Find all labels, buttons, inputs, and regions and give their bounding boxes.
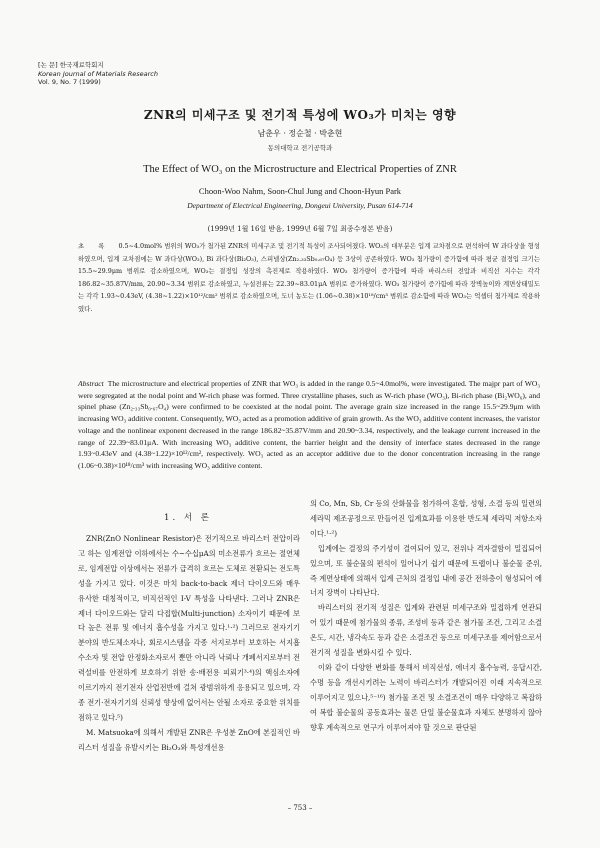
authors-english: Choon-Woo Nahm, Soon-Chul Jung and Choon-Hyun Park <box>198 186 402 196</box>
affiliation-korean: 동의대학교 전기공학과 <box>267 144 333 152</box>
body-paragraph: 바리스터의 전기적 성질은 입계와 관련된 미세구조와 밀접하게 연관되어 있기 때문에 첨가물의 종류, 조성비 등과 같은 첨가물 조건, 그리고 소결온도, 시간, 냉각속도 등과 같은 소결조건 등으로 미세구조를 제어함으로서 전기적 성질을 변화시킬 수 있다. <box>310 603 542 658</box>
body-paragraph: M. Matsuoka에 의해서 개발된 ZNR은 우성분 ZnO에 본질적인 바리스터 성질을 유발시키는 Bi₂O₃와 특성개선용 <box>78 727 300 752</box>
body-column-left <box>78 532 300 756</box>
body-paragraph: ZNR(ZnO Nonlinear Resistor)은 전기적으로 바리스터 전압이라고 하는 임계전압 이하에서는 수~수십μA의 미소전류가 흐르는 절연체로, 임계전압 이상에서는 전류가 급격히 흐르는 도체로 전환되는 전도특성을 가지고 있다. 이것은 마치 back-to-back 제너 다이오드와 매우 유사한 대칭적이고, 비직선적인 I-V 특성을 나타낸다. 그러나 ZNR은 제너 다이오드와는 달리 다접합(Multi-junction) 소자이기 때문에 보다 높은 전류 및 에너지 흡수성을 가지고 있다.¹·²) 그러므로 전자기기 분야의 반도체소자나, 회로시스템을 각종 서지로부터 보호하는 서지흡수소자 및 전압 안정화소자로서 뿐만 아니라 낙뢰나 개폐서지로부터 전력설비를 안전하게 보호하기 위한 송·배전용 피뢰기³·⁴)의 핵심소자에 이르기까지 전기전자 산업전반에 걸쳐 광범위하게 응용되고 있으며, 각종 전기·전자기기의 신뢰성 향상에 없어서는 안될 소자로 중요한 위치를 점하고 있다.⁵) <box>78 534 300 722</box>
abstract-english-label: Abstract <box>78 379 104 388</box>
abstract-korean-label: 초 록 <box>78 242 111 250</box>
body-paragraph: 입계에는 결정의 주기성이 결여되어 있고, 전위나 격자결함이 밀집되어 있으며, 또 불순물의 편석이 일어나기 쉽기 때문에 트랩이나 불순물 준위, 즉 계면상태에 의해서 입계 근처의 결정입 내에 공간 전하층이 형성되어 에너지 장벽이 나타난다. <box>310 543 542 598</box>
journal-volume: Vol. 9, No. 7 (1999) <box>38 78 101 86</box>
section-heading-introduction: 1. 서 론 <box>164 513 212 523</box>
body-paragraph: 이와 같이 다양한 변화를 통해서 비직선성, 에너지 흡수능력, 응답시간, 수명 등을 개선시키려는 노력이 바리스터가 개발되어진 이래 지속적으로 이루어지고 있으나,⁵⁻¹⁶) 첨가물 조건 및 소결조건이 매우 다양하고 복잡하여 복합 불순물의 공동효과는 물론 단일 불순물효과 자체도 분명하지 않아 향후 계속적으로 연구가 이루어져야 할 것으로 판단된 <box>310 662 542 732</box>
page-number: – 753 – <box>287 804 313 812</box>
received-dates: (1999년 1월 16일 받음, 1999년 6월 7일 최종수정본 받음) <box>207 225 393 233</box>
title-korean: ZNR의 미세구조 및 전기적 특성에 WO₃가 미치는 영향 <box>143 108 457 122</box>
journal-name-ko: [논 문] 한국재료학회지 <box>38 61 104 69</box>
journal-header <box>38 61 158 87</box>
body-paragraph: 의 Co, Mn, Sb, Cr 등의 산화물을 첨가하여 혼합, 성형, 소결 등의 일련의 세라믹 제조공정으로 만들어진 입계효과를 이용한 반도체 세라믹 저항소자이다.¹·²) <box>310 499 542 538</box>
body-column-right <box>310 497 542 736</box>
journal-name-en: Korean Journal of Materials Research <box>38 69 158 78</box>
affiliation-english: Department of Electrical Engineering, Dongeui University, Pusan 614-714 <box>187 201 413 210</box>
abstract-english <box>78 378 540 472</box>
title-english: The Effect of WO₃ on the Microstructure and Electrical Properties of ZNR <box>143 164 457 175</box>
abstract-english-text: The microstructure and electrical properties of ZNR that WO₃ is added in the range 0.5~4.0mol%, were investigated. The majpr part of WO₃ were segregated at the nodal point and W-rich phase was formed. Three crystalline phases, such as W-rich phase (WO₃), Bi-rich phase (Bi₂WO₆), and spinel phase (Zn₂.₃₃Sb₀.₆₇O₄) were confirmed to be coexisted at the nodal point. The average grain size increased in the range 15.5~29.9μm with increasing WO₃ additive content. Consequently, WO₃ acted as a promotion additive of grain growth. As the WO₃ additive content increases, the varistor voltage and the nonlinear exponent decreased in the range 186.82~35.87V/mm and 20.90~3.34, respectively, and the leakage current increased in the range of 22.39~83.01μA. With increasing WO₃ additive content, the barrier height and the density of interface states decreased in the range 1.93~0.43eV and (4.38~1.22)×10¹²/cm², respectively. WO₃ acted as an acceptor additive due to the donor concentration increasing in the range (1.06~0.38)×10¹⁸/cm³ with increasing WO₃ additive content. <box>78 379 540 470</box>
abstract-korean <box>78 240 540 316</box>
authors-korean: 남춘우 · 정순철 · 박춘현 <box>257 129 343 138</box>
abstract-korean-text: 0.5~4.0mol% 범위의 WO₃가 첨가된 ZNR의 미세구조 및 전기적 특성이 조사되어졌다. WO₃의 대부분은 입계 교차점으로 편석하여 W 과다상을 형성하였으며, 입계 교차점에는 W 과다상(WO₃), Bi 과다상(Bi₂O₃), 스피넬상(Zn₂.₃₃Sb₀.₆₇O₄) 등 3상이 공존하였다. WO₃ 첨가량이 증가함에 따라 평균 결정입 크기는 15.5~29.9μm 범위로 감소하였으며, WO₃는 결정입 성장의 촉진제로 작용하였다. WO₃ 첨가량이 증가함에 따라 바리스터 전압과 비직선 지수는 각각 186.82~35.87V/mm, 20.90~3.34 범위로 감소하였고, 누설전류는 22.39~83.01μA 범위로 증가하였다. WO₃ 첨가량이 증가함에 따라 장벽높이와 계면상태밀도는 각각 1.93~0.43eV, (4.38~1.22)×10¹²/cm² 범위로 감소하였으며, 도너 농도는 (1.06~0.38)×10¹⁸/cm³ 범위로 감소함에 따라 WO₃는 억셉터 첨가제로 작용하였다. <box>78 242 540 313</box>
